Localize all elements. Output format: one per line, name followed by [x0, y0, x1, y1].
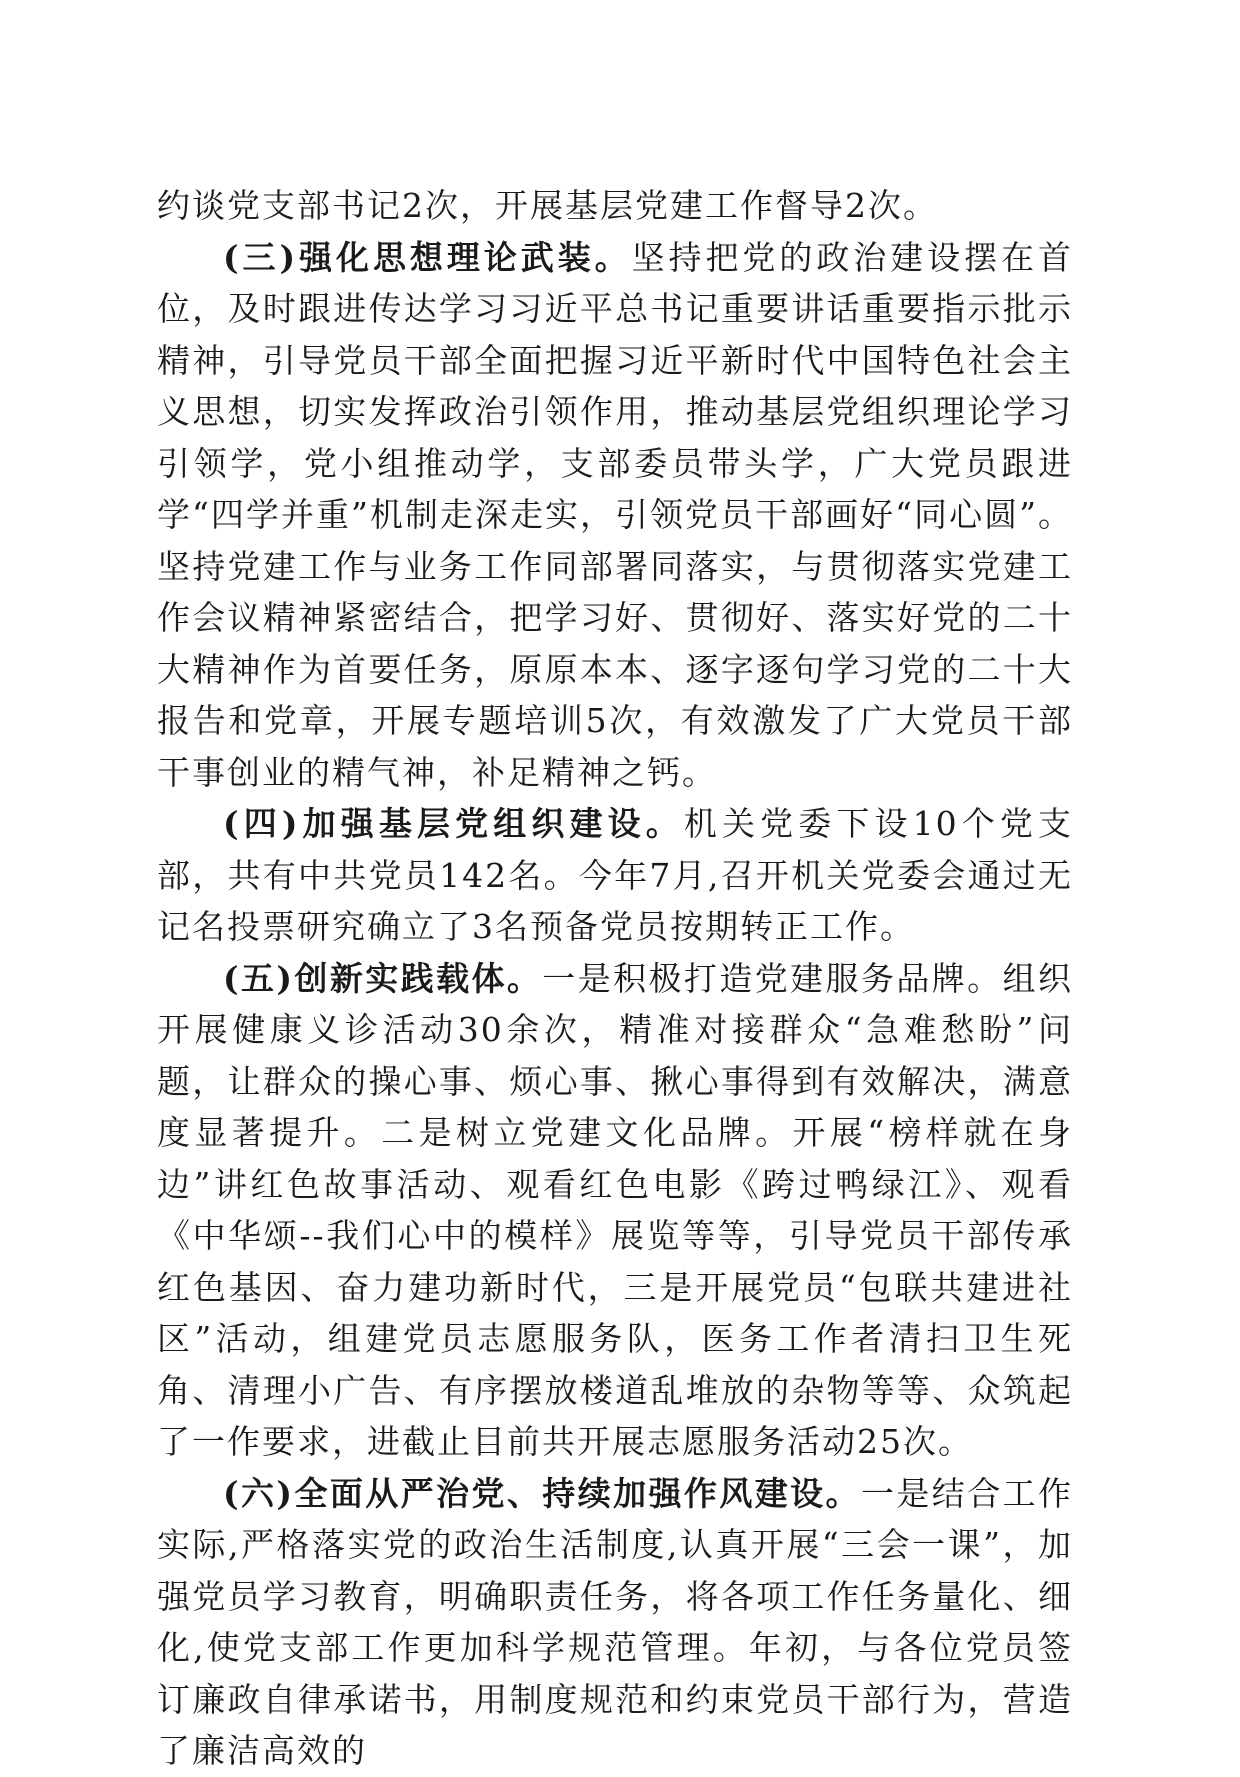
paragraph-text: 坚持把党的政治建设摆在首位，及时跟进传达学习习近平总书记重要讲话重要指示批示精神，引导党员干部全面把握习近平新时代中国特色社会主义思想，切实发挥政治引领作用，推动基层党组织理论学习引领学，党小组推动学，支部委员带头学，广大党员跟进学“四学并重”机制走深走实，引领党员干部画好“同心圆”。坚持党建工作与业务工作同部署同落实，与贯彻落实党建工作会议精神紧密结合，把学习好、贯彻好、落实好党的二十大精神作为首要任务，原原本本、逐字逐句学习党的二十大报告和党章，开展专题培训5次，有效激发了广大党员干部干事创业的精气神，补足精神之钙。 — [157, 237, 1074, 792]
document-page — [157, 180, 1073, 1777]
paragraph-text: 机关党委下设10个党支部，共有中共党员142名。今年7月,召开机关党委会通过无记名投票研究确立了3名预备党员按期转正工作。 — [157, 804, 1073, 946]
paragraph-text: 一是结合工作实际,严格落实党的政治生活制度,认真开展“三会一课”，加强党员学习教育，明确职责任务，将各项工作任务量化、细化,使党支部工作更加科学规范管理。年初，与各位党员签订廉政自律承诺书，用制度规范和约束党员干部行为，营造了廉洁高效的 — [157, 1473, 1074, 1770]
paragraph-innovation — [157, 953, 1073, 1468]
paragraph-heading: (四)加强基层党组织建设。 — [223, 804, 684, 843]
paragraph-ideology — [157, 232, 1073, 799]
paragraph-text: 一是积极打造党建服务品牌。组织开展健康义诊活动30余次，精准对接群众“急难愁盼”问题，让群众的操心事、烦心事、揪心事得到有效解决，满意度显著提升。二是树立党建文化品牌。开展“榜样就在身边”讲红色故事活动、观看红色电影《跨过鸭绿江》、观看《中华颂--我们心中的模样》展览等等，引导党员干部传承红色基因、奋力建功新时代，三是开展党员“包联共建进社区”活动，组建党员志愿服务队，医务工作者清扫卫生死角、清理小广告、有序摆放楼道乱堆放的杂物等等、众筑起了一作要求，进截止目前共开展志愿服务活动25次。 — [157, 958, 1073, 1461]
paragraph-heading: (六)全面从严治党、持续加强作风建设。 — [223, 1473, 861, 1513]
paragraph-text: 约谈党支部书记2次，开展基层党建工作督导2次。 — [157, 186, 938, 225]
paragraph-organization — [157, 798, 1073, 953]
paragraph-heading: (五)创新实践载体。 — [223, 958, 543, 998]
paragraph-heading: (三)强化思想理论武装。 — [223, 237, 632, 277]
paragraph-discipline — [157, 1468, 1073, 1777]
paragraph-continuation — [157, 180, 1073, 232]
